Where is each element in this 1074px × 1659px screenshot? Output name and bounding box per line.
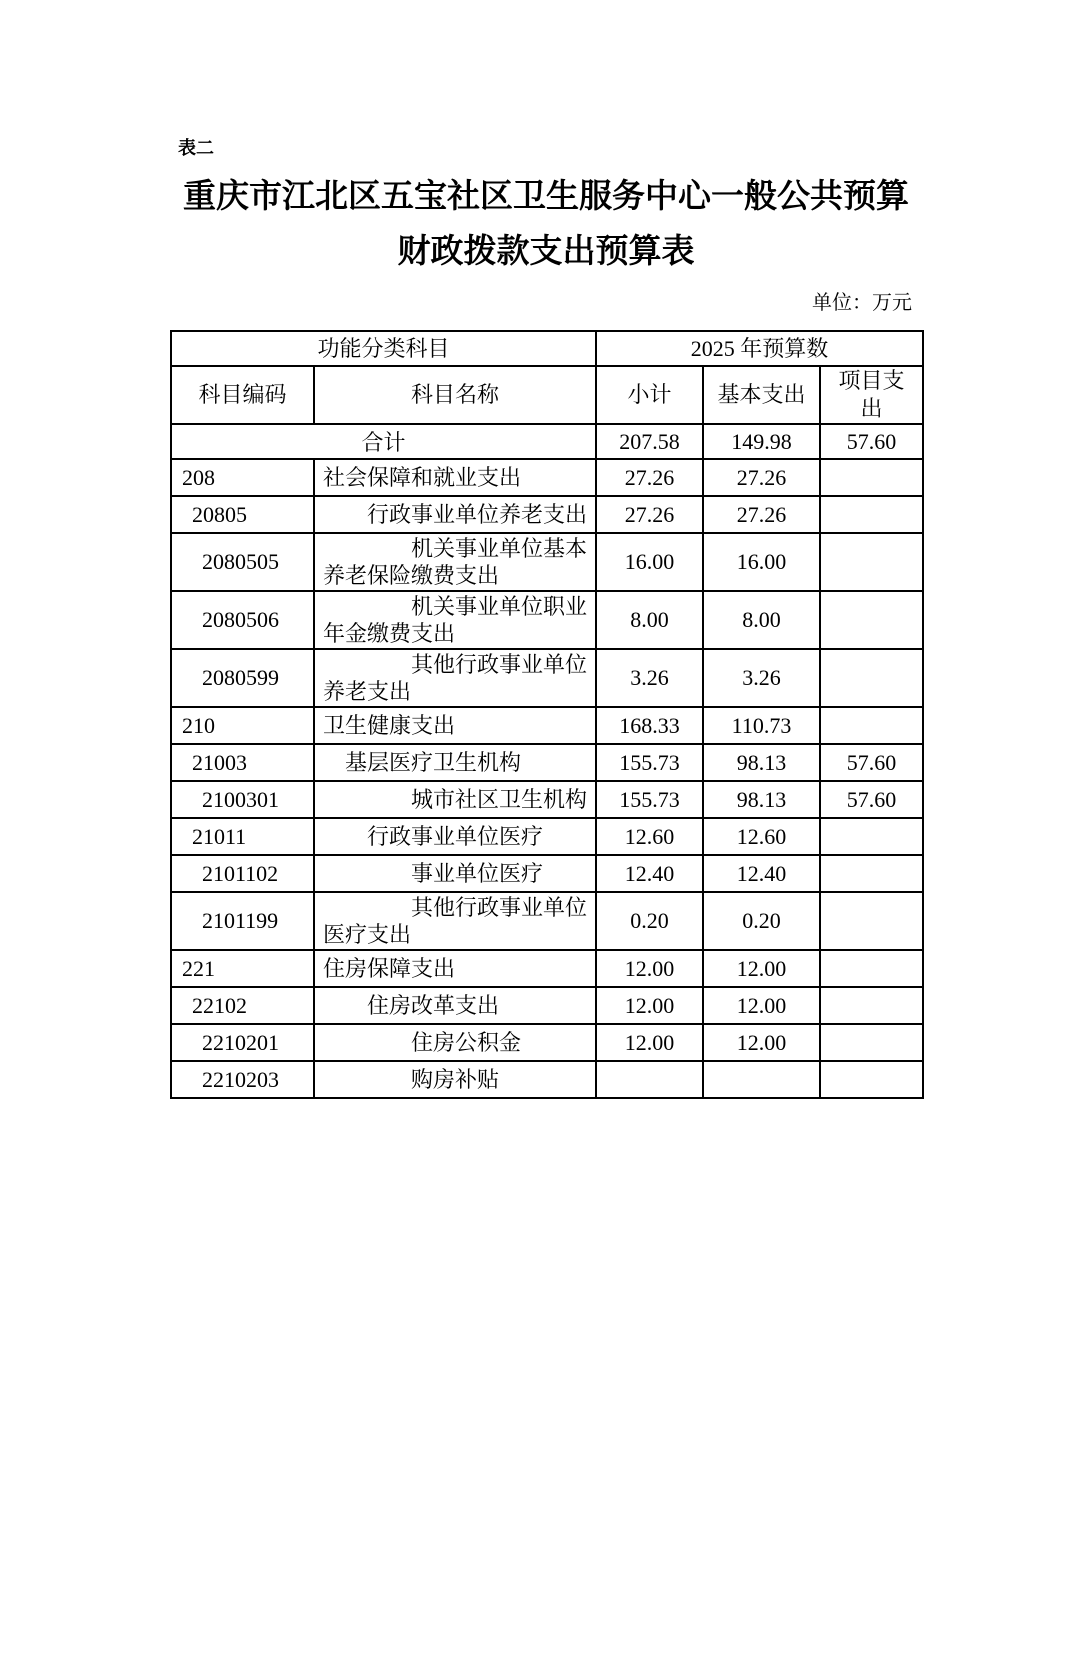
header-functional-classification: 功能分类科目 [171,331,596,366]
row-code: 2080505 [171,533,314,591]
row-name: 基层医疗卫生机构 [314,744,596,781]
row-code: 22102 [171,987,314,1024]
row-basic: 110.73 [703,707,820,744]
table-row [171,855,923,892]
row-project [820,496,923,533]
row-code: 2101102 [171,855,314,892]
row-code: 2210203 [171,1061,314,1098]
row-project [820,987,923,1024]
row-name: 机关事业单位职业年金缴费支出 [314,591,596,649]
row-code: 2101199 [171,892,314,950]
table-row [171,649,923,707]
row-code: 2080506 [171,591,314,649]
row-project [820,1024,923,1061]
row-basic: 12.00 [703,950,820,987]
row-subtotal: 12.00 [596,950,703,987]
row-subtotal: 16.00 [596,533,703,591]
col-header-code: 科目编码 [171,366,314,424]
row-basic: 12.40 [703,855,820,892]
row-name: 城市社区卫生机构 [314,781,596,818]
header-group-row [171,331,923,366]
row-subtotal: 8.00 [596,591,703,649]
row-name: 行政事业单位养老支出 [314,496,596,533]
col-header-subtotal: 小计 [596,366,703,424]
row-code: 2080599 [171,649,314,707]
row-subtotal: 12.60 [596,818,703,855]
sheet-label: 表二 [178,138,214,158]
row-name: 卫生健康支出 [314,707,596,744]
table-row [171,892,923,950]
table-row [171,1024,923,1061]
row-basic: 12.00 [703,1024,820,1061]
row-subtotal: 12.00 [596,1024,703,1061]
row-code: 2210201 [171,1024,314,1061]
row-name: 行政事业单位医疗 [314,818,596,855]
budget-table [170,330,924,1099]
table-row [171,1061,923,1098]
row-project [820,818,923,855]
row-subtotal: 155.73 [596,744,703,781]
row-basic: 0.20 [703,892,820,950]
table-row [171,987,923,1024]
row-name: 其他行政事业单位医疗支出 [314,892,596,950]
col-header-name: 科目名称 [314,366,596,424]
row-code: 208 [171,459,314,496]
table-row [171,496,923,533]
table-row [171,950,923,987]
row-subtotal: 12.00 [596,987,703,1024]
row-project [820,707,923,744]
row-basic [703,1061,820,1098]
row-project: 57.60 [820,744,923,781]
row-code: 21003 [171,744,314,781]
row-subtotal: 27.26 [596,496,703,533]
unit-note: 单位：万元 [812,292,912,314]
row-basic: 3.26 [703,649,820,707]
row-basic: 27.26 [703,496,820,533]
row-code: 210 [171,707,314,744]
row-code: 20805 [171,496,314,533]
table-row [171,818,923,855]
total-basic: 149.98 [703,424,820,459]
row-name: 住房保障支出 [314,950,596,987]
row-basic: 98.13 [703,781,820,818]
row-project [820,892,923,950]
row-subtotal: 12.40 [596,855,703,892]
row-code: 2100301 [171,781,314,818]
table-row [171,591,923,649]
table-row [171,744,923,781]
row-basic: 8.00 [703,591,820,649]
row-project [820,533,923,591]
header-columns-row [171,366,923,424]
row-project: 57.60 [820,781,923,818]
row-name: 其他行政事业单位养老支出 [314,649,596,707]
row-project [820,855,923,892]
row-subtotal [596,1061,703,1098]
row-subtotal: 0.20 [596,892,703,950]
table-row [171,781,923,818]
row-code: 21011 [171,818,314,855]
row-project [820,950,923,987]
row-project [820,591,923,649]
document-page [170,139,922,1099]
table-body [171,424,923,1098]
row-basic: 27.26 [703,459,820,496]
total-subtotal: 207.58 [596,424,703,459]
row-subtotal: 155.73 [596,781,703,818]
row-code: 221 [171,950,314,987]
row-project [820,649,923,707]
row-project [820,1061,923,1098]
row-name: 购房补贴 [314,1061,596,1098]
row-subtotal: 27.26 [596,459,703,496]
table-row [171,459,923,496]
total-label: 合计 [171,424,596,459]
col-header-project: 项目支出 [820,366,923,424]
row-basic: 12.00 [703,987,820,1024]
row-name: 事业单位医疗 [314,855,596,892]
row-name: 住房公积金 [314,1024,596,1061]
title-line-1: 重庆市江北区五宝社区卫生服务中心一般公共预算 [183,179,909,215]
row-basic: 16.00 [703,533,820,591]
table-row [171,533,923,591]
document-title [170,177,922,272]
row-project [820,459,923,496]
header-2025-budget: 2025 年预算数 [596,331,923,366]
table-row [171,707,923,744]
title-line-2: 财政拨款支出预算表 [397,234,695,270]
total-row [171,424,923,459]
row-name: 住房改革支出 [314,987,596,1024]
col-header-basic: 基本支出 [703,366,820,424]
row-subtotal: 3.26 [596,649,703,707]
row-name: 机关事业单位基本养老保险缴费支出 [314,533,596,591]
row-basic: 98.13 [703,744,820,781]
row-subtotal: 168.33 [596,707,703,744]
row-basic: 12.60 [703,818,820,855]
row-name: 社会保障和就业支出 [314,459,596,496]
total-project: 57.60 [820,424,923,459]
